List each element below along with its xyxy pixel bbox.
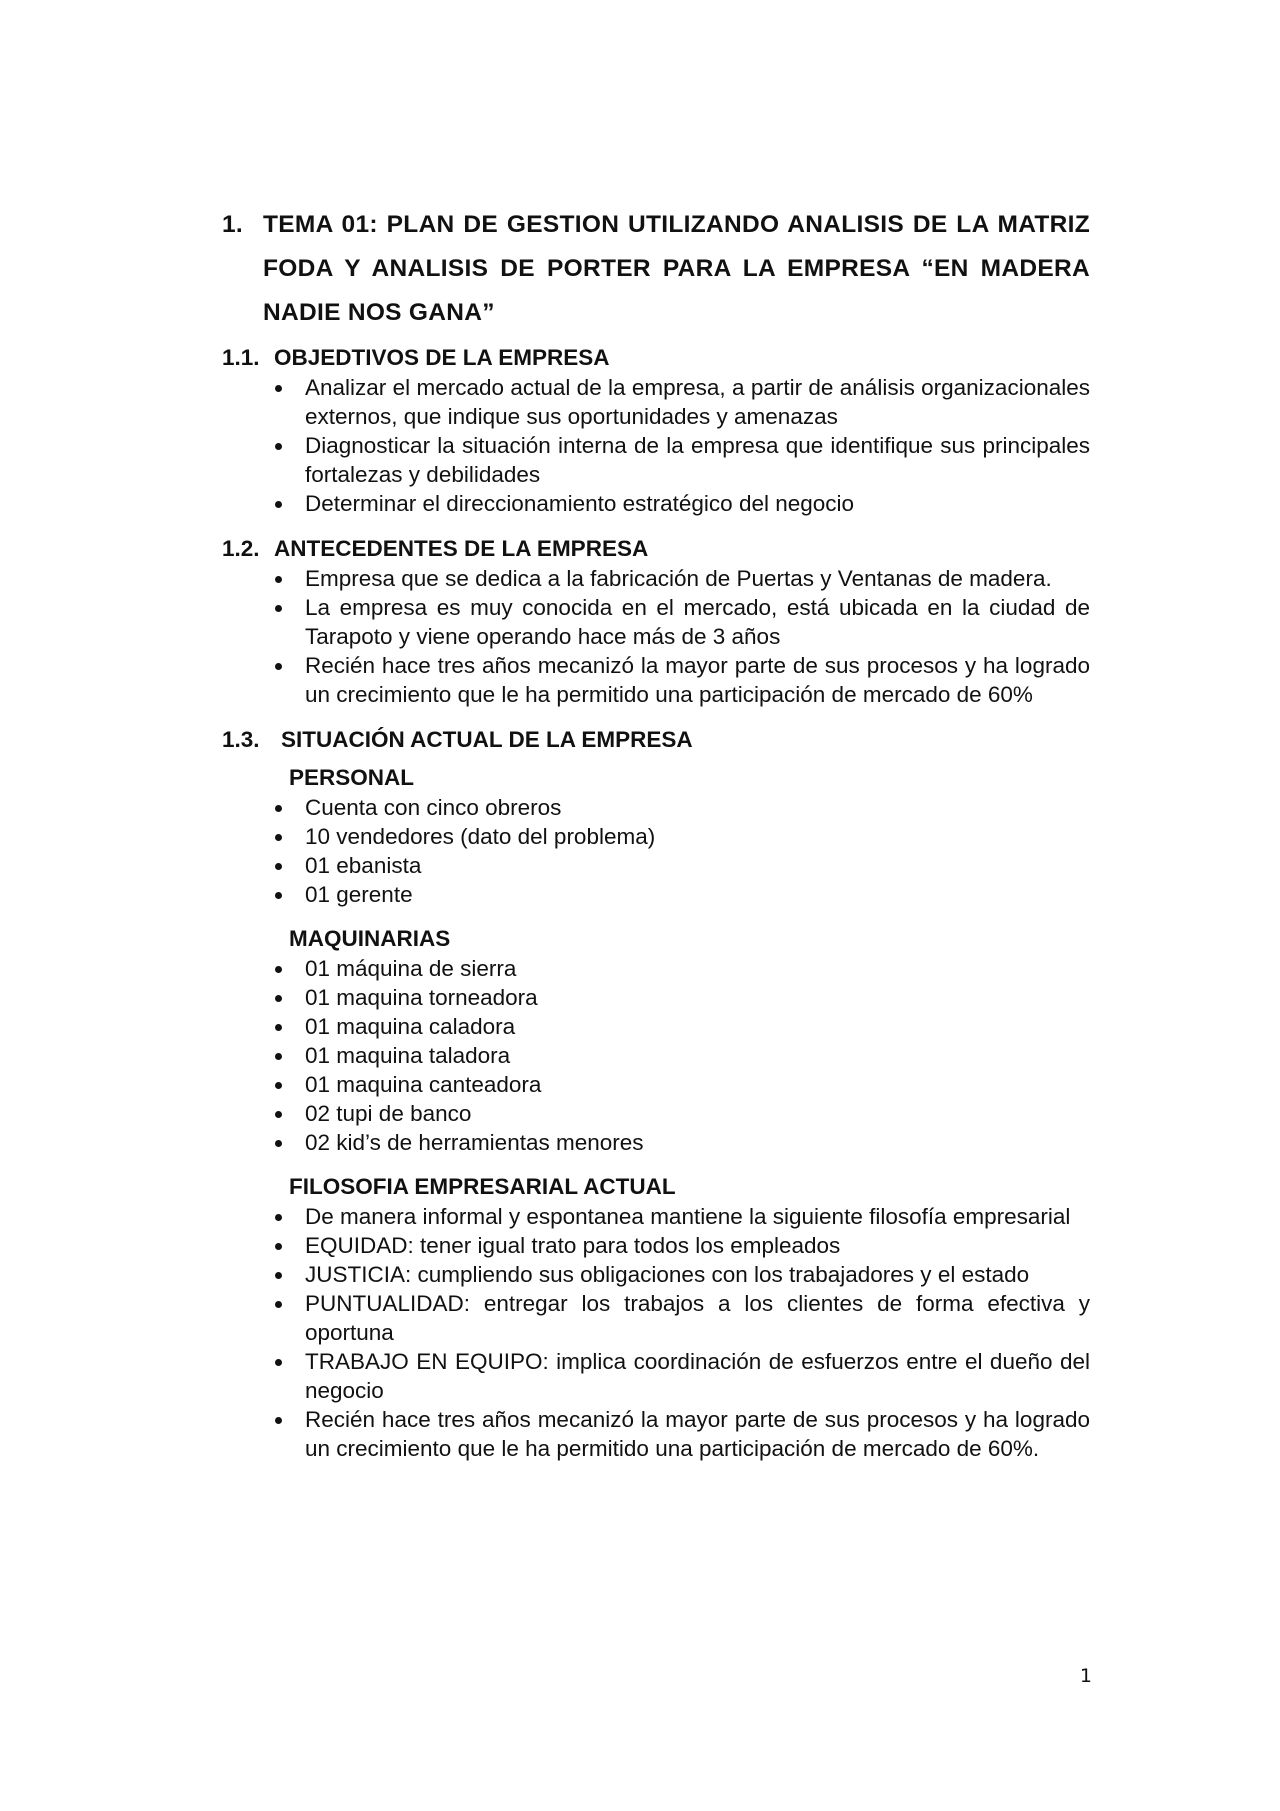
antecedentes-list <box>222 564 1090 709</box>
list-item: Diagnosticar la situación interna de la empresa que identifique sus principales fortalezas y debilidades <box>222 431 1090 489</box>
list-item: 01 gerente <box>222 880 1090 909</box>
list-item: 01 maquina canteadora <box>222 1070 1090 1099</box>
subheading-filosofia: FILOSOFIA EMPRESARIAL ACTUAL <box>289 1174 676 1199</box>
objetivos-list <box>222 373 1090 518</box>
list-item: 01 maquina caladora <box>222 1012 1090 1041</box>
list-item: La empresa es muy conocida en el mercado, está ubicada en la ciudad de Tarapoto y viene operando hace más de 3 años <box>222 593 1090 651</box>
title-number: 1. <box>222 211 244 238</box>
section-heading-objetivos <box>222 343 1090 373</box>
section-number: 1.1. <box>222 345 260 370</box>
list-item: Analizar el mercado actual de la empresa, a partir de análisis organizacionales externos, que indique sus oportunidades y amenazas <box>222 373 1090 431</box>
list-item: Recién hace tres años mecanizó la mayor parte de sus procesos y ha logrado un crecimiento que le ha permitido una participación de mercado de 60% <box>222 651 1090 709</box>
page-number: 1 <box>1079 1665 1092 1687</box>
section-title: SITUACIÓN ACTUAL DE LA EMPRESA <box>281 727 693 752</box>
maquinarias-list <box>222 954 1090 1157</box>
list-item: Empresa que se dedica a la fabricación de Puertas y Ventanas de madera. <box>222 564 1090 593</box>
title-text: TEMA 01: PLAN DE GESTION UTILIZANDO ANALISIS DE LA MATRIZ FODA Y ANALISIS DE PORTER PARA LA EMPRESA “EN MADERA NADIE NOS GANA” <box>263 211 1090 326</box>
subheading-maquinarias: MAQUINARIAS <box>289 926 451 951</box>
subheading-personal: PERSONAL <box>289 765 415 790</box>
list-item: 10 vendedores (dato del problema) <box>222 822 1090 851</box>
list-item: 01 maquina torneadora <box>222 983 1090 1012</box>
list-item: EQUIDAD: tener igual trato para todos los empleados <box>222 1231 1090 1260</box>
list-item: PUNTUALIDAD: entregar los trabajos a los clientes de forma efectiva y oportuna <box>222 1289 1090 1347</box>
document-body <box>222 203 1090 1463</box>
filosofia-list <box>222 1202 1090 1405</box>
list-item: 01 maquina taladora <box>222 1041 1090 1070</box>
list-item: 01 máquina de sierra <box>222 954 1090 983</box>
section-number: 1.3. <box>222 727 260 752</box>
list-item: Recién hace tres años mecanizó la mayor parte de sus procesos y ha logrado un crecimiento que le ha permitido una participación de mercado de 60%. <box>222 1405 1090 1463</box>
list-item: JUSTICIA: cumpliendo sus obligaciones con los trabajadores y el estado <box>222 1260 1090 1289</box>
section-heading-antecedentes <box>222 534 1090 564</box>
list-item: TRABAJO EN EQUIPO: implica coordinación de esfuerzos entre el dueño del negocio <box>222 1347 1090 1405</box>
section-heading-situacion-actual <box>222 725 1090 755</box>
final-note-list <box>222 1405 1090 1463</box>
section-title: OBJEDTIVOS DE LA EMPRESA <box>274 345 610 370</box>
personal-list <box>222 793 1090 909</box>
list-item: 01 ebanista <box>222 851 1090 880</box>
list-item: 02 tupi de banco <box>222 1099 1090 1128</box>
list-item: De manera informal y espontanea mantiene la siguiente filosofía empresarial <box>222 1202 1090 1231</box>
document-title <box>222 203 1090 335</box>
section-number: 1.2. <box>222 536 260 561</box>
list-item: Determinar el direccionamiento estratégico del negocio <box>222 489 1090 518</box>
list-item: 02 kid’s de herramientas menores <box>222 1128 1090 1157</box>
section-title: ANTECEDENTES DE LA EMPRESA <box>274 536 649 561</box>
list-item: Cuenta con cinco obreros <box>222 793 1090 822</box>
